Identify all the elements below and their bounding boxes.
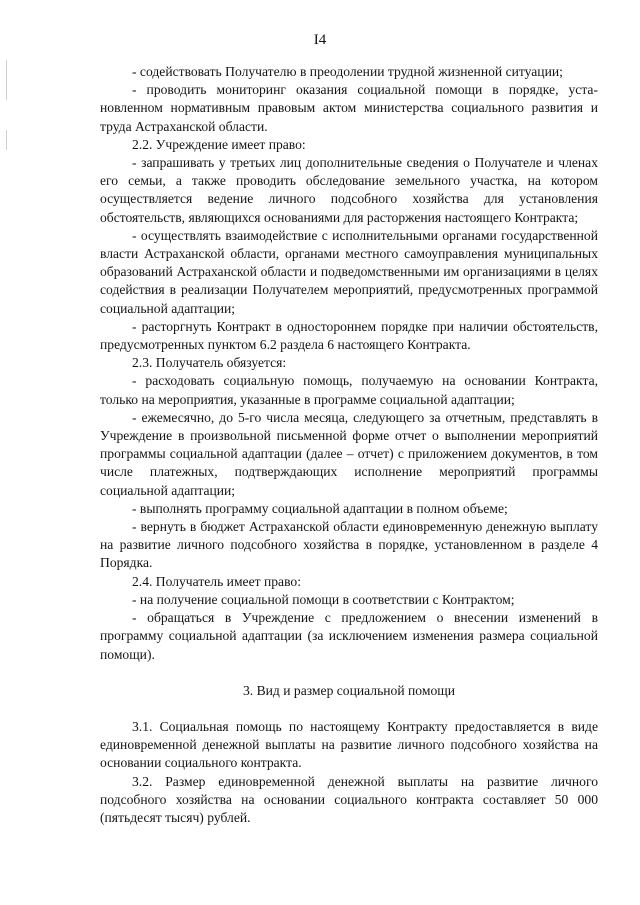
paragraph: - обращаться в Учреждение с предложением о внесении изменений в программу социальной адаптации (за исключением изменения размера социальной помощи). <box>100 610 598 662</box>
paragraph: - выполнять программу социальной адаптации в полном объеме; <box>132 500 508 516</box>
paragraph: - содействовать Получателю в преодолении трудной жизненной ситуации; <box>132 64 563 79</box>
paragraph: 3.1. Социальная помощь по настоящему Контракту предоставляется в виде единовременной денежной выплаты на развитие личного подсобного хозяйства на основании социального контракта. <box>100 718 598 771</box>
paragraph: 2.2. Учреждение имеет право: <box>132 136 306 152</box>
paragraph: - ежемесячно, до 5-го числа месяца, следующего за отчетным, представлять в Учреждение в произвольной письменной форме отчет о выполнении мероприятий программы социальной адаптации (далее – отчет) с приложением документов, в том числе платежных, подтверждающих исполнение мероприятий программы социальной адаптации; <box>100 409 598 498</box>
paragraph: 3.2. Размер единовременной денежной выплаты на развитие личного подсобного хозяйства на основании социального контракта составляет 50 000 (пятьдесят тысяч) рублей. <box>100 773 598 825</box>
paragraph: 2.3. Получатель обязуется: <box>132 355 287 371</box>
paragraph: - осуществлять взаимодействие с исполнительными органами государственной власти Астраханской области, органами местного самоуправления муниципальных образований Астраханской области и подведомственными им организациями в целях содействия в реализации Получателем мероприятий, предусмотренных программой социальной адаптации; <box>100 227 598 316</box>
section-heading: 3. Вид и размер социальной помощи <box>243 682 455 698</box>
paragraph: - расходовать социальную помощь, получаемую на основании Контракта, только на мероприятия, указанные в программе социальной адаптации; <box>100 373 598 407</box>
document-body <box>100 63 598 827</box>
paragraph: - расторгнуть Контракт в одностороннем порядке при наличии обстоятельств, предусмотренных пунктом 6.2 раздела 6 настоящего Контракта. <box>100 318 598 353</box>
page-number: I4 <box>313 32 327 48</box>
paragraph: - проводить мониторинг оказания социальной помощи в порядке, установленном нормативным правовым актом министерства социального развития и труда Астраханской области. <box>100 82 598 134</box>
paragraph: - вернуть в бюджет Астраханской области единовременную денежную выплату на развитие личного подсобного хозяйства в порядке, установленном в разделе 4 Порядка. <box>100 519 598 571</box>
paragraph: - запрашивать у третьих лиц дополнительные сведения о Получателе и членах его семьи, а также проводить обследование земельного участка, на котором осуществляется ведение личного подсобного хозяйства для установления обстоятельств, являющихся основаниями для расторжения настоящего Контракта; <box>100 155 598 225</box>
paragraph: 2.4. Получатель имеет право: <box>132 573 301 589</box>
scan-margin-mark <box>6 60 7 100</box>
paragraph: - на получение социальной помощи в соответствии с Контрактом; <box>132 591 515 607</box>
scan-margin-mark <box>6 130 7 150</box>
